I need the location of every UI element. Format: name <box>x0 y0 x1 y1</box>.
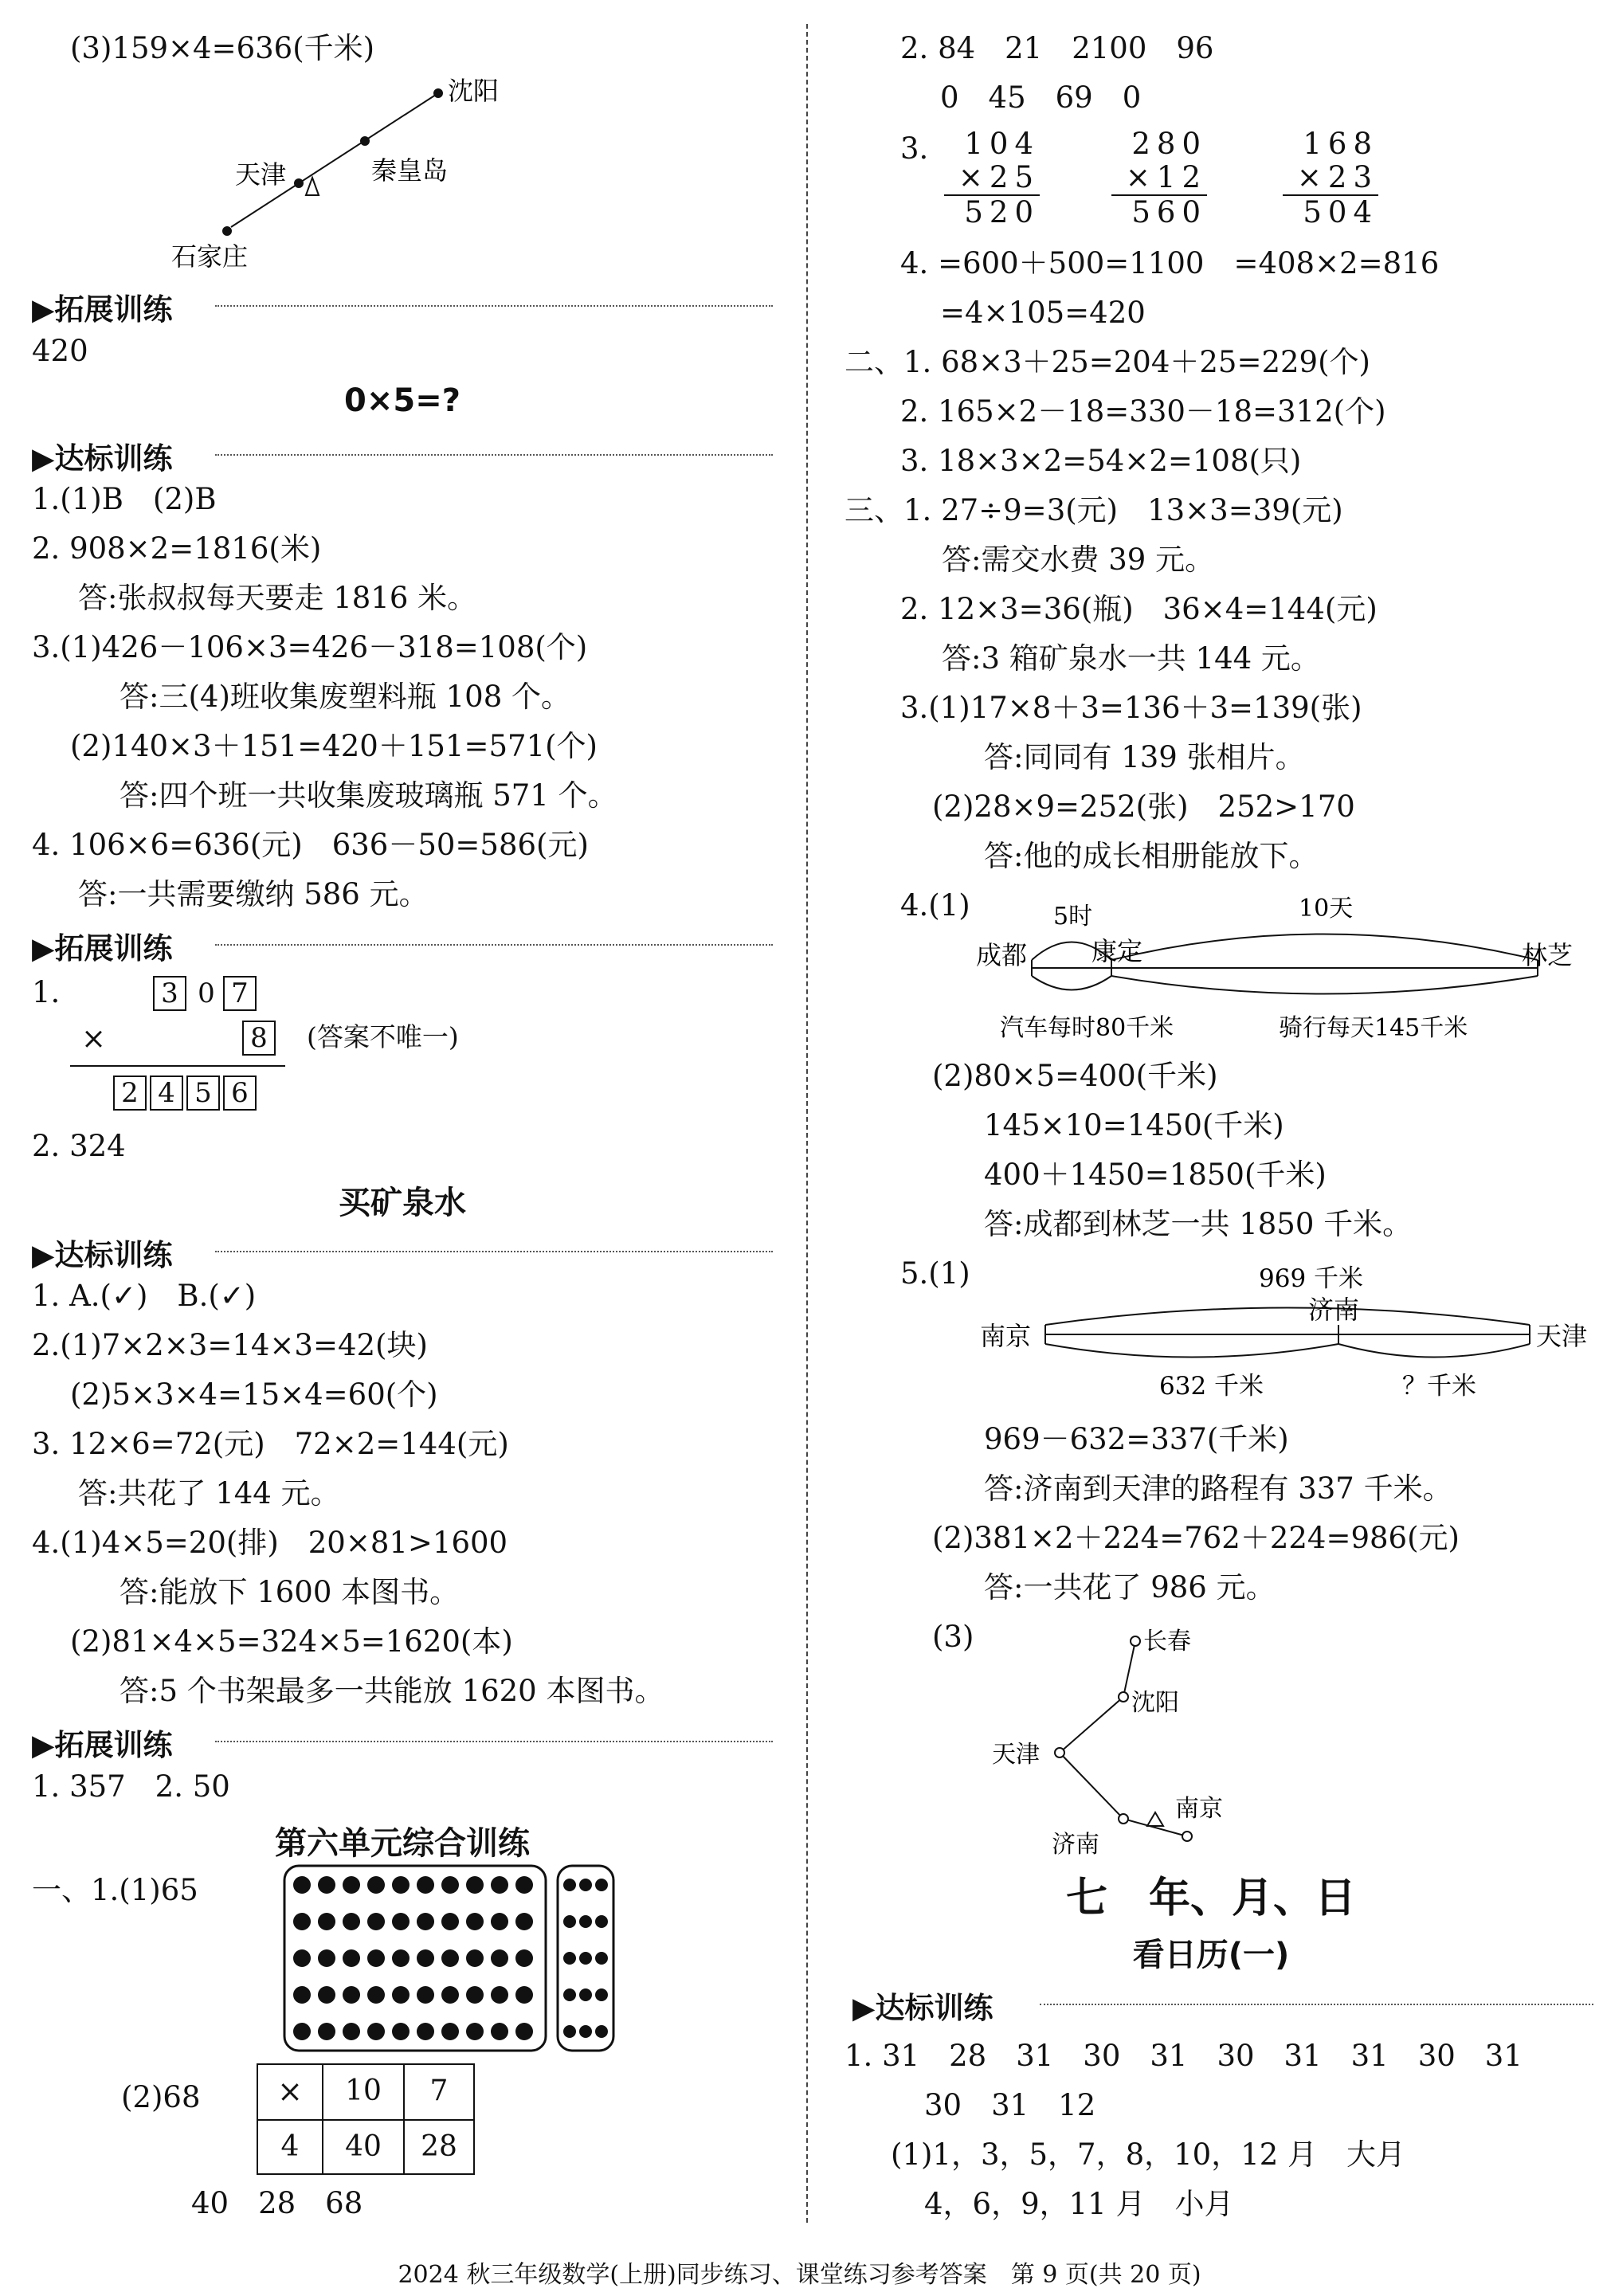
dot <box>466 1986 484 2004</box>
dot <box>579 2025 592 2038</box>
dot <box>466 1913 484 1930</box>
dot <box>515 1986 533 2004</box>
dot <box>441 1986 459 2004</box>
dot <box>595 1988 608 2001</box>
dot <box>367 1949 385 1967</box>
dot <box>563 2025 576 2038</box>
dot <box>579 1879 592 1891</box>
section-title: 第六单元综合训练 <box>275 1825 530 1862</box>
dot <box>417 2023 434 2040</box>
dot <box>491 1986 508 2004</box>
dot <box>367 1913 385 1930</box>
answer-line: (3)159×4=636(千米) <box>70 31 375 65</box>
label-shenyang2: 沈阳 <box>1131 1689 1179 1717</box>
area-model-grid: × 10 7 4 40 28 <box>257 2063 475 2175</box>
dot <box>466 2023 484 2040</box>
dot <box>343 1913 360 1930</box>
label-changchun: 长春 <box>1143 1628 1191 1655</box>
label-tianjin: 天津 <box>235 159 287 190</box>
dot <box>417 1986 434 2004</box>
section-standard: ▶达标训练 <box>32 441 173 476</box>
label-d2: ？千米 <box>1402 1372 1476 1401</box>
label-tianjin3: 天津 <box>992 1741 1040 1769</box>
dot <box>579 1915 592 1928</box>
dot <box>417 1949 434 1967</box>
dot <box>491 1913 508 1930</box>
dot <box>343 1949 360 1967</box>
dot <box>392 1876 410 1894</box>
dot <box>343 2023 360 2040</box>
dot <box>595 2025 608 2038</box>
dot <box>318 1913 335 1930</box>
label-kangding: 康定 <box>1091 936 1143 966</box>
dot <box>392 1986 410 2004</box>
map-route-diagram <box>135 76 500 275</box>
label-chengdu: 成都 <box>976 940 1028 970</box>
label-shijiazhuang: 石家庄 <box>171 241 249 272</box>
label-tianjin2: 天津 <box>1536 1321 1588 1351</box>
label-10d: 10天 <box>1299 895 1354 923</box>
dot <box>417 1876 434 1894</box>
dot <box>441 2023 459 2040</box>
dot <box>563 1879 576 1891</box>
dot-array-diagram <box>251 1864 633 2055</box>
page-footer: 2024 秋三年级数学(上册)同步练习、课堂练习参考答案 第 9 页(共 20 页) <box>398 2261 1201 2289</box>
dot <box>343 1986 360 2004</box>
section-title: 买矿泉水 <box>339 1185 466 1221</box>
dot <box>595 1915 608 1928</box>
dot <box>293 1949 311 1967</box>
map-route-diagram-2 <box>988 1617 1307 1859</box>
dot <box>293 1913 311 1930</box>
dot <box>293 2023 311 2040</box>
dot <box>441 1949 459 1967</box>
dot <box>491 1949 508 1967</box>
label-linzhi: 林芝 <box>1522 940 1574 970</box>
dot <box>515 2023 533 2040</box>
column-divider <box>806 24 808 2223</box>
dot <box>515 1876 533 1894</box>
section-title: 看日历(一) <box>1132 1937 1290 1973</box>
dot <box>563 1915 576 1928</box>
section-title: 0×5=? <box>344 382 460 419</box>
dot <box>515 1913 533 1930</box>
dot <box>318 1949 335 1967</box>
route-diagram-chengdu-linzhi <box>976 892 1574 1052</box>
section-standard: ▶达标训练 <box>32 1238 173 1272</box>
label-qinhuangdao: 秦皇岛 <box>371 155 449 186</box>
dot <box>392 1949 410 1967</box>
dot <box>595 1879 608 1891</box>
dot <box>343 1876 360 1894</box>
dot <box>563 1988 576 2001</box>
dot <box>367 1986 385 2004</box>
dot <box>466 1949 484 1967</box>
label-nanjing: 南京 <box>980 1321 1032 1351</box>
section-standard: ▶达标训练 <box>852 1991 993 2025</box>
dot <box>441 1876 459 1894</box>
dot <box>417 1913 434 1930</box>
label-jinan: 济南 <box>1308 1295 1360 1325</box>
label-nanjing2: 南京 <box>1175 1795 1223 1823</box>
dot <box>491 2023 508 2040</box>
unit-title: 七 年、月、日 <box>1065 1875 1356 1922</box>
dot <box>595 1952 608 1965</box>
dot <box>579 1952 592 1965</box>
section-extension: ▶拓展训练 <box>32 292 173 327</box>
dot <box>318 1876 335 1894</box>
dot <box>318 1986 335 2004</box>
label-car: 汽车每时80千米 <box>1000 1014 1174 1042</box>
dot <box>441 1913 459 1930</box>
digit-puzzle: 1. 3 0 7 × 8 (答案不唯一) 2 4 5 6 <box>32 975 459 1109</box>
dot <box>392 1913 410 1930</box>
label-bike: 骑行每天145千米 <box>1279 1014 1468 1042</box>
dot <box>392 2023 410 2040</box>
dot <box>293 1876 311 1894</box>
dot <box>367 1876 385 1894</box>
dot <box>318 2023 335 2040</box>
label-shenyang: 沈阳 <box>448 76 500 106</box>
dot <box>293 1986 311 2004</box>
dot <box>367 2023 385 2040</box>
label-jinan2: 济南 <box>1052 1831 1099 1859</box>
dot <box>491 1876 508 1894</box>
route-diagram-nanjing-tianjin <box>980 1259 1588 1410</box>
label-d1: 632 千米 <box>1159 1372 1264 1401</box>
dot <box>515 1949 533 1967</box>
dot <box>466 1876 484 1894</box>
label-total: 969 千米 <box>1259 1264 1364 1293</box>
dot <box>563 1952 576 1965</box>
label-5h: 5时 <box>1053 903 1093 931</box>
section-extension: ▶拓展训练 <box>32 1728 173 1762</box>
vertical-multiplications: 3. 104 ×25 520 280 ×12 560 168 ×23 504 <box>900 127 1378 229</box>
section-extension: ▶拓展训练 <box>32 931 173 966</box>
dot <box>579 1988 592 2001</box>
